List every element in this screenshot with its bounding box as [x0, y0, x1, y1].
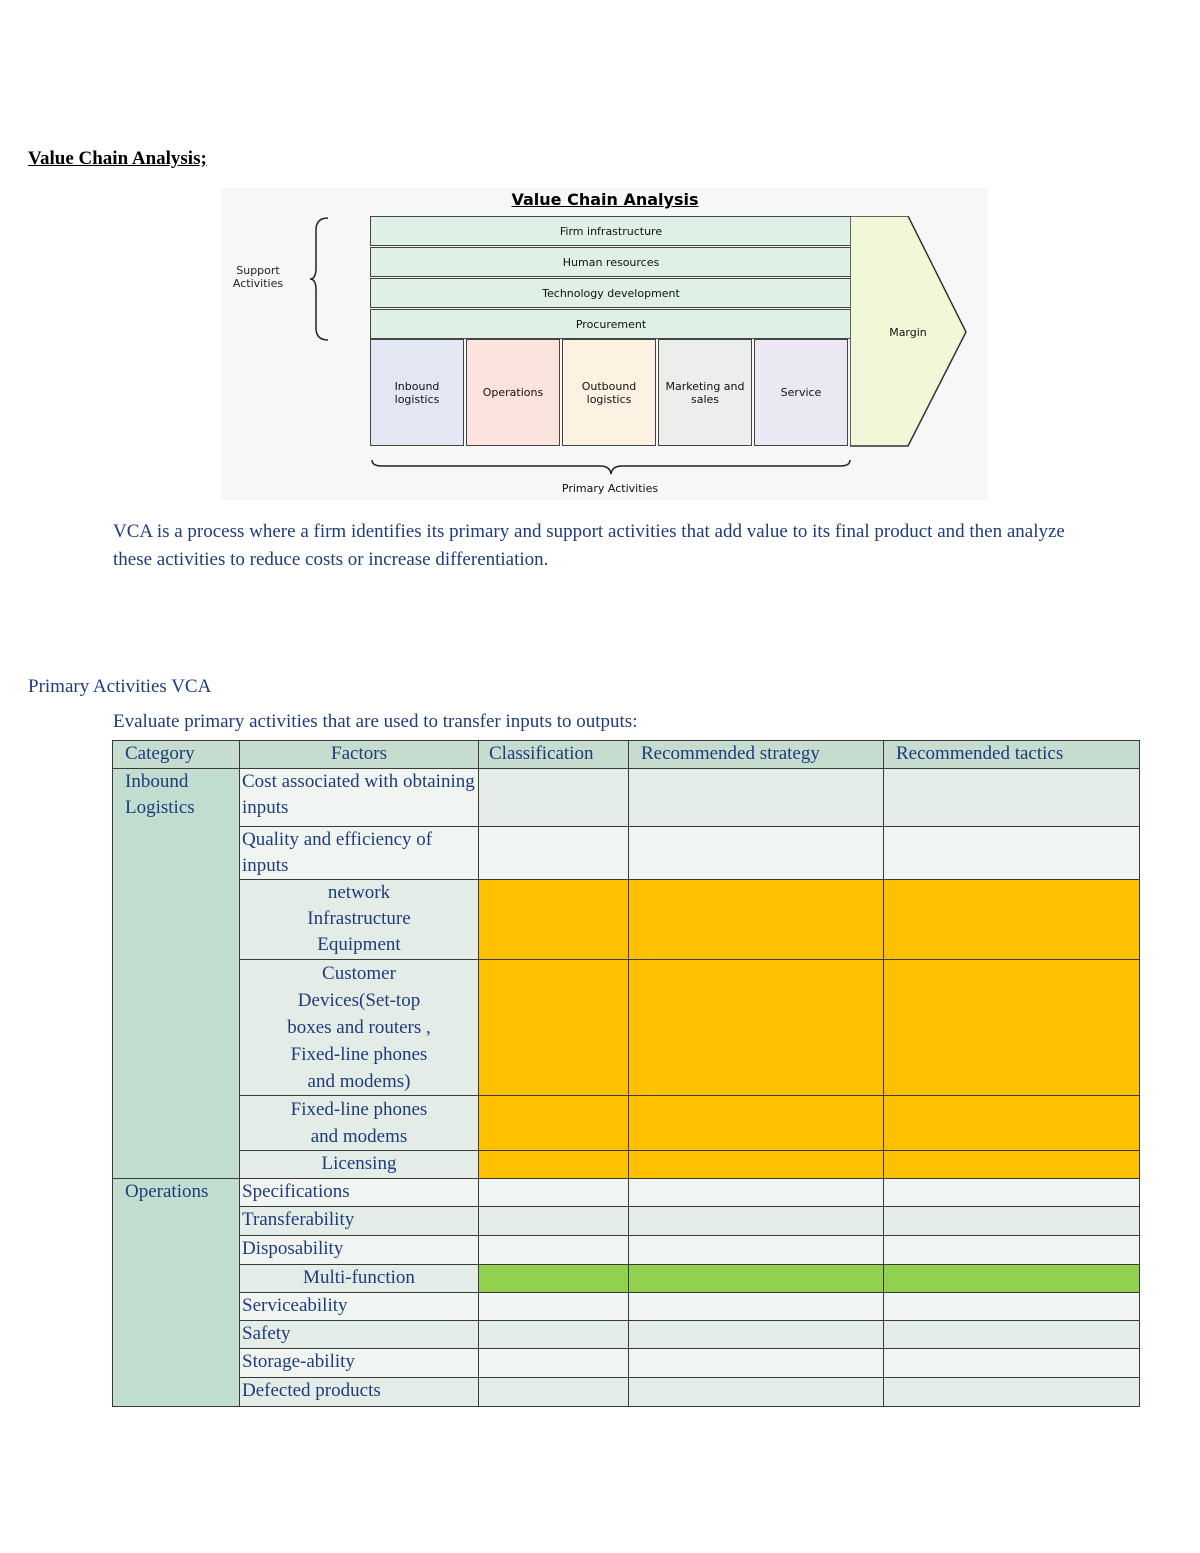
tactics-cell[interactable]: [884, 1096, 1140, 1151]
tactics-cell[interactable]: [884, 1349, 1140, 1378]
tactics-cell[interactable]: [884, 1151, 1140, 1179]
strategy-cell[interactable]: [629, 1236, 884, 1265]
table-row: [113, 769, 1140, 827]
classification-cell[interactable]: [479, 769, 629, 827]
category-operations: Operations: [113, 1179, 240, 1407]
diagram-title: Value Chain Analysis: [511, 190, 699, 209]
strategy-cell[interactable]: [629, 1151, 884, 1179]
strategy-cell[interactable]: [629, 1096, 884, 1151]
header-classification: Classification: [479, 741, 629, 769]
table-row: [113, 880, 1140, 960]
support-activities-label: Support Activities: [232, 264, 284, 290]
factor-cell: Transferability: [240, 1207, 479, 1236]
classification-cell[interactable]: [479, 1236, 629, 1265]
factor-cell: Quality and efficiency of inputs: [240, 827, 479, 880]
classification-cell[interactable]: [479, 1349, 629, 1378]
strategy-cell[interactable]: [629, 880, 884, 960]
primary-marketing-sales: Marketing and sales: [658, 339, 752, 446]
classification-cell[interactable]: [479, 1265, 629, 1293]
header-factors: Factors: [240, 741, 479, 769]
category-inbound-logistics: Inbound Logistics: [113, 769, 240, 1179]
primary-outbound-logistics: Outbound logistics: [562, 339, 656, 446]
value-chain-diagram: [222, 188, 988, 500]
table-row: [113, 1321, 1140, 1349]
tactics-cell[interactable]: [884, 1321, 1140, 1349]
table-row: [113, 1349, 1140, 1378]
classification-cell[interactable]: [479, 880, 629, 960]
classification-cell[interactable]: [479, 1293, 629, 1321]
factor-cell: Licensing: [240, 1151, 479, 1179]
support-human-resources: Human resources: [370, 247, 852, 277]
table-row: [113, 1265, 1140, 1293]
primary-activities-label: Primary Activities: [561, 482, 659, 495]
strategy-cell[interactable]: [629, 960, 884, 1096]
header-tactics: Recommended tactics: [884, 741, 1140, 769]
tactics-cell[interactable]: [884, 960, 1140, 1096]
table-row: [113, 1179, 1140, 1207]
table-row: [113, 1236, 1140, 1265]
primary-brace-icon: [370, 458, 852, 478]
header-category: Category: [113, 741, 240, 769]
strategy-cell[interactable]: [629, 1179, 884, 1207]
classification-cell[interactable]: [479, 1096, 629, 1151]
factor-cell: Fixed-line phones and modems: [240, 1096, 479, 1151]
vca-description: VCA is a process where a firm identifies its primary and support activities that add value to its final product and then analyze these activities to reduce costs or increase differentiation.: [113, 521, 1065, 570]
tactics-cell[interactable]: [884, 1265, 1140, 1293]
primary-service: Service: [754, 339, 848, 446]
primary-activities-table: [112, 740, 1140, 1407]
factor-cell: Multi-function: [240, 1265, 479, 1293]
tactics-cell[interactable]: [884, 827, 1140, 880]
tactics-cell[interactable]: [884, 1179, 1140, 1207]
strategy-cell[interactable]: [629, 1378, 884, 1407]
factor-cell: Customer Devices(Set-top boxes and routers , Fixed-line phones and modems): [240, 960, 479, 1096]
strategy-cell[interactable]: [629, 1293, 884, 1321]
classification-cell[interactable]: [479, 960, 629, 1096]
classification-cell[interactable]: [479, 1207, 629, 1236]
support-firm-infrastructure: Firm infrastructure: [370, 216, 852, 246]
classification-cell[interactable]: [479, 1179, 629, 1207]
strategy-cell[interactable]: [629, 1207, 884, 1236]
tactics-cell[interactable]: [884, 1207, 1140, 1236]
factor-cell: Disposability: [240, 1236, 479, 1265]
page-heading: Value Chain Analysis;: [28, 148, 207, 169]
support-technology-development: Technology development: [370, 278, 852, 308]
classification-cell[interactable]: [479, 1321, 629, 1349]
factor-cell: Specifications: [240, 1179, 479, 1207]
tactics-cell[interactable]: [884, 1378, 1140, 1407]
factor-cell: network Infrastructure Equipment: [240, 880, 479, 960]
table-row: [113, 1293, 1140, 1321]
tactics-cell[interactable]: [884, 1236, 1140, 1265]
strategy-cell[interactable]: [629, 769, 884, 827]
factor-cell: Storage-ability: [240, 1349, 479, 1378]
strategy-cell[interactable]: [629, 827, 884, 880]
tactics-cell[interactable]: [884, 880, 1140, 960]
support-procurement: Procurement: [370, 309, 852, 339]
table-row: [113, 1151, 1140, 1179]
primary-operations: Operations: [466, 339, 560, 446]
table-intro: Evaluate primary activities that are used to transfer inputs to outputs:: [113, 711, 638, 732]
factor-cell: Serviceability: [240, 1293, 479, 1321]
strategy-cell[interactable]: [629, 1349, 884, 1378]
tactics-cell[interactable]: [884, 769, 1140, 827]
strategy-cell[interactable]: [629, 1321, 884, 1349]
factor-cell: Defected products: [240, 1378, 479, 1407]
classification-cell[interactable]: [479, 827, 629, 880]
table-row: [113, 1096, 1140, 1151]
section-title: Primary Activities VCA: [28, 676, 212, 697]
header-strategy: Recommended strategy: [629, 741, 884, 769]
factor-cell: Cost associated with obtaining inputs: [240, 769, 479, 827]
table-row: [113, 1207, 1140, 1236]
factor-cell: Safety: [240, 1321, 479, 1349]
primary-inbound-logistics: Inbound logistics: [370, 339, 464, 446]
strategy-cell[interactable]: [629, 1265, 884, 1293]
tactics-cell[interactable]: [884, 1293, 1140, 1321]
table-row: [113, 1378, 1140, 1407]
table-row: [113, 960, 1140, 1096]
classification-cell[interactable]: [479, 1378, 629, 1407]
table-row: [113, 827, 1140, 880]
support-brace-icon: [308, 216, 332, 342]
table-header-row: [113, 741, 1140, 769]
classification-cell[interactable]: [479, 1151, 629, 1179]
margin-label: Margin: [889, 326, 927, 339]
